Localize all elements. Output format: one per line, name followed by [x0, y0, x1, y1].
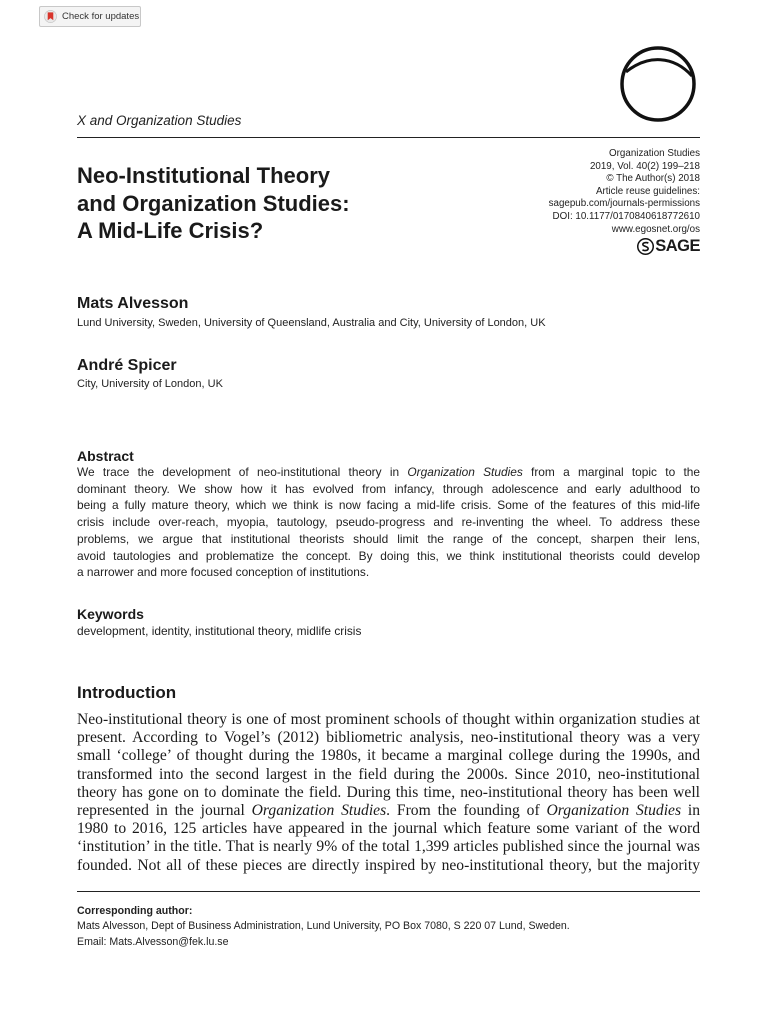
text-run: avoid tautologies and problematize the concept. By doing this, we think institutional theorists could develop: [77, 548, 700, 563]
text-run: in: [681, 802, 701, 820]
author-name: André Spicer: [77, 357, 177, 374]
check-for-updates-label: Check for updates: [62, 11, 140, 22]
abstract-line: [77, 464, 700, 481]
series-title: X and Organization Studies: [77, 113, 242, 128]
text-run: 1980 to 2016, 125 articles have appeared in the journal which feature some variant of the word: [77, 820, 700, 838]
text-run: . From the founding of: [386, 802, 547, 820]
introduction-line: [77, 711, 700, 729]
sage-logo-icon: [637, 238, 654, 255]
abstract-text: [77, 464, 700, 581]
text-run: We trace the development of neo-institutional theory in: [77, 465, 408, 479]
abstract-heading: Abstract: [77, 448, 134, 464]
text-run: from a marginal topic to the: [522, 465, 700, 479]
introduction-line: [77, 802, 700, 820]
footnote-divider: [77, 891, 700, 892]
journal-logo-icon: [618, 42, 698, 126]
title-line: Neo-Institutional Theory: [77, 163, 330, 188]
introduction-text: [77, 711, 700, 875]
introduction-line: [77, 729, 700, 747]
text-run: Neo-institutional theory is one of most prominent schools of thought within organization studies at: [77, 711, 700, 728]
abstract-line: [77, 497, 700, 514]
italic-text: Organization Studies: [407, 465, 523, 479]
abstract-line: [77, 514, 700, 531]
text-run: present. According to Vogel’s (2012) bibliometric analysis, neo-institutional theory was a very: [77, 729, 700, 747]
publisher-logo: [637, 237, 700, 256]
text-run: transformed into the second largest in the field during the 2000s. Since 2010, neo-institutional: [77, 765, 700, 783]
header-divider: [77, 137, 700, 138]
title-line: and Organization Studies:: [77, 190, 350, 216]
italic-text: Organization Studies: [251, 802, 387, 820]
meta-doi-link[interactable]: DOI: 10.1177/0170840618772610: [552, 210, 700, 222]
corresponding-address: Mats Alvesson, Dept of Business Administration, Lund University, PO Box 7080, S 220 07 Lund, Sweden.: [77, 920, 570, 933]
text-run: being a fully mature theory, which we think is now facing a mid-life crisis. Some of the features of this mid-life: [77, 498, 700, 513]
introduction-line: [77, 747, 700, 765]
meta-volume: 2019, Vol. 40(2) 199–218: [589, 160, 700, 172]
author-affiliation: City, University of London, UK: [77, 378, 223, 390]
meta-journal: Organization Studies: [609, 148, 700, 159]
meta-copyright: © The Author(s) 2018: [606, 173, 700, 185]
journal-meta: [549, 148, 700, 236]
publisher-name: SAGE: [655, 237, 700, 255]
article-title: [77, 162, 417, 245]
abstract-line: [77, 548, 700, 565]
text-run: theory has gone on to dominate the field. During this time, neo-institutional theory has been well: [77, 783, 700, 801]
text-run: a narrower and more focused conception of institutions.: [77, 565, 370, 580]
crossmark-icon: [44, 10, 57, 23]
title-line: A Mid-Life Crisis?: [77, 218, 264, 243]
meta-website-link[interactable]: www.egosnet.org/os: [611, 223, 700, 235]
introduction-heading: Introduction: [77, 683, 177, 702]
corresponding-email[interactable]: Email: Mats.Alvesson@fek.lu.se: [77, 935, 229, 948]
meta-permissions-link[interactable]: sagepub.com/journals-permissions: [548, 198, 700, 210]
keywords-heading: Keywords: [77, 606, 144, 622]
text-run: ‘institution’ in the title. That is nearly 9% of the total 1,399 articles published since the journal was: [77, 838, 700, 856]
meta-reuse: Article reuse guidelines:: [595, 185, 700, 197]
text-run: problems, we argue that institutional theorists should limit the range of the concept, sharpen their lens,: [77, 531, 700, 546]
text-run: represented in the journal: [77, 802, 252, 820]
abstract-line: [77, 531, 700, 548]
introduction-line: [77, 784, 700, 802]
abstract-line: [77, 564, 700, 581]
introduction-line: [77, 766, 700, 784]
text-run: crisis include over-reach, myopia, tautology, pseudo-progress and re-inventing the wheel. To address these: [77, 515, 700, 530]
introduction-line: [77, 820, 700, 838]
corresponding-author-note: [77, 904, 570, 950]
check-for-updates-button[interactable]: [39, 6, 141, 27]
italic-text: Organization Studies: [546, 802, 682, 820]
abstract-line: [77, 481, 700, 498]
corresponding-heading: Corresponding author:: [77, 905, 193, 917]
introduction-line: [77, 857, 700, 875]
text-run: small ‘college’ of thought during the 1980s, it became a marginal college during the 1990s, and: [77, 747, 700, 765]
author-affiliation: Lund University, Sweden, University of Queensland, Australia and City, University of London, UK: [77, 317, 546, 329]
author-name: Mats Alvesson: [77, 295, 189, 312]
text-run: founded. Not all of these pieces are directly inspired by neo-institutional theory, but the majority: [77, 856, 700, 874]
introduction-line: [77, 838, 700, 856]
text-run: dominant theory. We show how it has evolved from infancy, through adolescence and early adulthood to: [77, 481, 700, 496]
keywords-text: development, identity, institutional theory, midlife crisis: [77, 624, 362, 638]
